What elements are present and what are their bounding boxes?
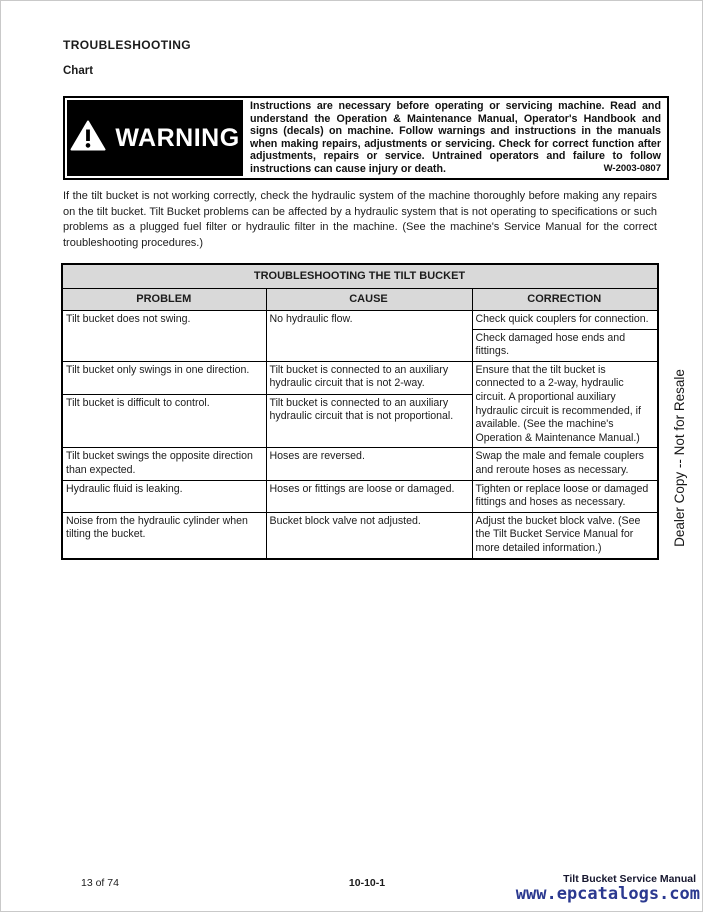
cell-cause-4: Hoses are reversed. [266,448,472,480]
cell-problem-4: Tilt bucket swings the opposite direction than expected. [62,448,266,480]
cell-correction-5: Tighten or replace loose or damaged fittings and hoses as necessary. [472,480,658,512]
section-subtitle: Chart [63,65,94,77]
page-number: 13 of 74 [81,877,119,889]
cell-correction-4: Swap the male and female couplers and reroute hoses as necessary. [472,448,658,480]
cell-cause-3: Tilt bucket is connected to an auxiliary hydraulic circuit that is not proportional. [266,394,472,447]
warning-box [63,96,669,180]
cell-correction-2: Ensure that the tilt bucket is connected to a 2-way, hydraulic circuit. A proportional auxiliary hydraulic circuit is recommended, if available. (See the machine's Operation & Maintenance Manual.) [472,361,658,448]
cell-cause-6: Bucket block valve not adjusted. [266,512,472,559]
warning-text [245,98,667,178]
cell-problem-6: Noise from the hydraulic cylinder when tilting the bucket. [62,512,266,559]
warning-triangle-icon [70,120,106,157]
section-code: 10-10-1 [348,877,386,889]
warning-label: WARNING [115,123,240,152]
table-title: TROUBLESHOOTING THE TILT BUCKET [62,264,658,289]
warning-label-panel [67,100,243,176]
cell-cause-5: Hoses or fittings are loose or damaged. [266,480,472,512]
cell-problem-2: Tilt bucket only swings in one direction. [62,361,266,394]
cell-cause-1: No hydraulic flow. [266,311,472,362]
cell-cause-2: Tilt bucket is connected to an auxiliary hydraulic circuit that is not 2-way. [266,361,472,394]
cell-correction-1a: Check quick couplers for connection. [472,311,658,330]
cell-problem-1: Tilt bucket does not swing. [62,311,266,362]
col-header-problem: PROBLEM [62,289,266,311]
cell-problem-5: Hydraulic fluid is leaking. [62,480,266,512]
warning-text-content: Instructions are necessary before operating or servicing machine. Read and understand the Operation & Maintenance Manual, Operator's Handbook and signs (decals) on machine. Follow warnings and instructions in the manuals when making repairs, adjustments or servicing. Check for correct function after adjustments, repairs or service. Untrained operators and failure to follow instructions can cause injury or death. [250,100,661,175]
troubleshooting-table [61,263,659,560]
col-header-cause: CAUSE [266,289,472,311]
cell-correction-6: Adjust the bucket block valve. (See the Tilt Bucket Service Manual for more detailed information.) [472,512,658,559]
manual-title: Tilt Bucket Service Manual [563,873,696,885]
col-header-correction: CORRECTION [472,289,658,311]
warning-code: W-2003-0807 [600,163,661,176]
dealer-copy-watermark: Dealer Copy -- Not for Resale [672,369,687,547]
cell-problem-3: Tilt bucket is difficult to control. [62,394,266,447]
website-link[interactable]: www.epcatalogs.com [515,884,700,904]
page-title: TROUBLESHOOTING [63,38,191,52]
intro-paragraph: If the tilt bucket is not working correctly, check the hydraulic system of the machine thoroughly before making any repairs on the tilt bucket. Tilt Bucket problems can be affected by a hydraulic system that is not operating to specifications or such problems as a plugged fuel filter or hydraulic filter in the machine. (See the machine's Service Manual for the correct troubleshooting procedures.) [63,190,657,249]
cell-correction-1b: Check damaged hose ends and fittings. [472,329,658,361]
